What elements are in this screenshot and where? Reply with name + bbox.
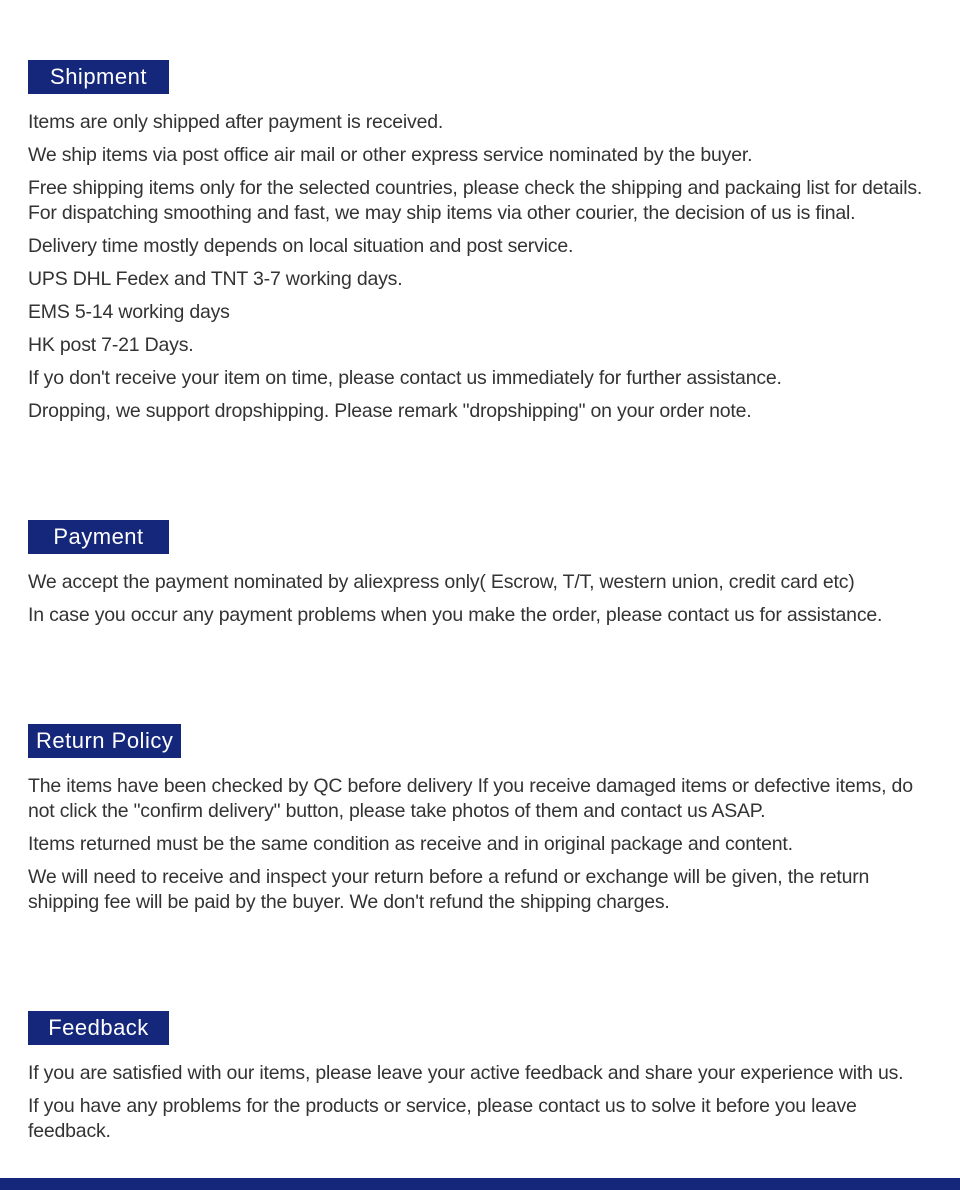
- section-title-badge-feedback: Feedback: [28, 1011, 169, 1045]
- policy-paragraph: Items returned must be the same condition as receive and in original package and content.: [28, 833, 793, 855]
- section-paragraphs-feedback: [28, 1061, 932, 1144]
- policy-paragraph: Dropping, we support dropshipping. Please remark "dropshipping" on your order note.: [28, 400, 752, 422]
- policy-paragraph: EMS 5-14 working days: [28, 301, 230, 323]
- policy-paragraph: Delivery time mostly depends on local situation and post service.: [28, 235, 574, 257]
- section-payment: [28, 520, 932, 628]
- policy-paragraph: We ship items via post office air mail or other express service nominated by the buyer.: [28, 144, 753, 166]
- section-return-policy: [28, 724, 932, 915]
- section-paragraphs-shipment: [28, 110, 932, 424]
- policy-paragraph: If yo don't receive your item on time, please contact us immediately for further assistance.: [28, 367, 782, 389]
- section-paragraphs-payment: [28, 570, 932, 628]
- policy-paragraph: UPS DHL Fedex and TNT 3-7 working days.: [28, 268, 403, 290]
- bottom-divider-bar: [0, 1178, 960, 1190]
- policy-paragraph: Items are only shipped after payment is received.: [28, 111, 444, 133]
- policy-paragraph: The items have been checked by QC before delivery If you receive damaged items or defective items, do not click the "confirm delivery" button, please take photos of them and contact us ASAP.: [28, 775, 913, 822]
- policy-paragraph: If you have any problems for the products or service, please contact us to solve it before you leave feedback.: [28, 1095, 857, 1142]
- section-shipment: [28, 60, 932, 424]
- policy-paragraph: If you are satisfied with our items, please leave your active feedback and share your experience with us.: [28, 1062, 904, 1084]
- policy-paragraph: We will need to receive and inspect your return before a refund or exchange will be given, the return shipping fee will be paid by the buyer. We don't refund the shipping charges.: [28, 866, 870, 913]
- policy-paragraph: We accept the payment nominated by aliexpress only( Escrow, T/T, western union, credit card etc): [28, 571, 855, 593]
- policy-paragraph: Free shipping items only for the selected countries, please check the shipping and packaing list for details. For dispatching smoothing and fast, we may ship items via other courier, the decision of us is final.: [28, 177, 923, 224]
- policy-paragraph: HK post 7-21 Days.: [28, 334, 194, 356]
- section-title-badge-payment: Payment: [28, 520, 169, 554]
- section-title-badge-return-policy: Return Policy: [28, 724, 181, 758]
- section-paragraphs-return-policy: [28, 774, 932, 915]
- section-title-badge-shipment: Shipment: [28, 60, 169, 94]
- section-feedback: [28, 1011, 932, 1144]
- policy-paragraph: In case you occur any payment problems when you make the order, please contact us for assistance.: [28, 604, 883, 626]
